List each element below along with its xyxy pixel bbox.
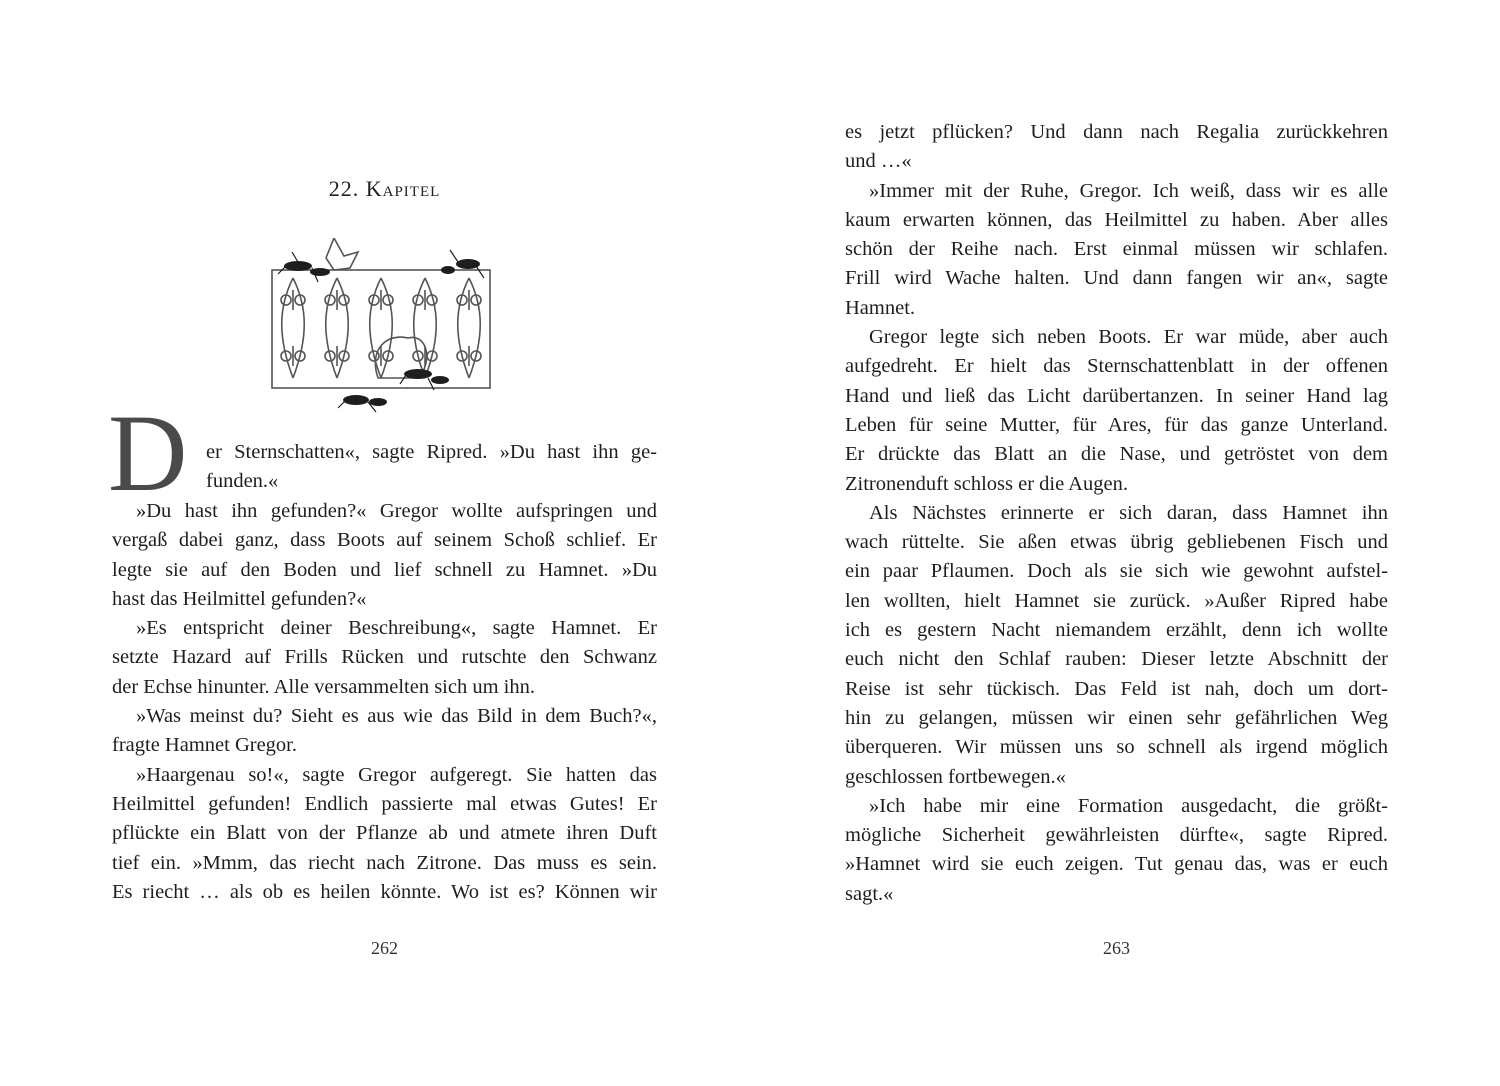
text-line: Es riecht … als ob es heilen könnte. Wo ist es? Können wir [112,880,657,903]
text-line: setzte Hazard auf Frills Rücken und rutschte den Schwanz [112,646,657,669]
text-line: sagt.« [845,882,894,905]
chapter-title: 22. Kapitel [328,176,441,201]
text-line: kaum erwarten können, das Heilmittel zu haben. Aber alles [845,208,1388,231]
text-line: aufgedreht. Er hielt das Sternschattenblatt in der offenen [845,355,1388,378]
text-line: legte sie auf den Boden und lief schnell zu Hamnet. »Du [112,558,657,581]
text-line: Reise ist sehr tückisch. Das Feld ist nah, doch um dort- [845,677,1388,700]
text-line: Frill wird Wache halten. Und dann fangen wir an«, sagte [845,267,1388,290]
text-line: Er drückte das Blatt an die Nase, und getröstet von dem [845,443,1388,466]
page-number: 263 [1103,938,1130,958]
text-line: ich es gestern Nacht niemandem erzählt, denn ich wollte [845,619,1388,642]
text-line: es jetzt pflücken? Und dann nach Regalia zurückkehren [845,121,1388,143]
text-line: der Echse hinunter. Alle versammelten sich um ihn. [112,675,535,698]
text-line: »Hamnet wird sie euch zeigen. Tut genau das, was er euch [845,853,1388,876]
text-line: »Du hast ihn gefunden?« Gregor wollte aufspringen und [136,500,657,522]
text-line: fragte Hamnet Gregor. [112,734,297,757]
text-line: mögliche Sicherheit gewährleisten dürfte«, sagte Ripred. [845,824,1388,847]
text-line: »Haargenau so!«, sagte Gregor aufgeregt. Sie hatten das [136,763,657,786]
text-line: Hamnet. [845,296,916,319]
opening-paragraph [206,438,657,497]
text-line: len wollten, hielt Hamnet sie zurück. »Außer Ripred habe [845,589,1388,612]
text-line: Heilmittel gefunden! Endlich passierte mal etwas Gutes! Er [112,792,657,815]
text-line: »Ich habe mir eine Formation ausgedacht, die größt- [869,794,1388,817]
text-line: überqueren. Wir müssen uns so schnell als irgend möglich [845,736,1388,759]
text-line: Als Nächstes erinnerte er sich daran, dass Hamnet ihn [869,501,1388,524]
text-line: funden.« [206,470,279,493]
ornamental-vignette-icon [268,238,500,413]
text-line: Zitronenduft schloss er die Augen. [845,472,1128,495]
left-page [108,0,657,1086]
text-line: wach rüttelte. Sie aßen etwas übrig gebliebenen Fisch und [845,531,1388,554]
text-line: Hand und ließ das Licht darübertanzen. In seiner Hand lag [845,384,1388,407]
text-line: Gregor legte sich neben Boots. Er war müde, aber auch [869,326,1388,349]
body-text [845,118,1388,909]
text-line: Leben für seine Mutter, für Ares, für das ganze Unterland. [845,413,1388,436]
text-line: »Immer mit der Ruhe, Gregor. Ich weiß, dass wir es alle [869,179,1388,202]
text-line: tief ein. »Mmm, das riecht nach Zitrone. Das muss es sein. [112,851,657,874]
text-line: geschlossen fortbewegen.« [845,765,1066,788]
text-line: »Es entspricht deiner Beschreibung«, sagte Hamnet. Er [136,617,657,640]
text-line: hin zu gelangen, müssen wir einen sehr gefährlichen Weg [845,706,1388,729]
text-line: ein paar Pflaumen. Doch als sie sich wie gewohnt aufstel- [845,560,1388,583]
text-line: er Sternschatten«, sagte Ripred. »Du hast ihn ge- [206,441,657,463]
text-line: und …« [845,150,912,173]
text-line: euch nicht den Schlaf rauben: Dieser letzte Abschnitt der [845,648,1388,671]
drop-cap: D [108,392,188,514]
body-text [112,497,657,907]
text-line: schön der Reihe nach. Erst einmal müssen wir schlafen. [845,238,1388,261]
text-line: hast das Heilmittel gefunden?« [112,587,367,610]
page-number: 262 [371,938,398,958]
text-line: vergaß dabei ganz, dass Boots auf seinem Schoß schlief. Er [112,529,657,552]
text-line: pflückte ein Blatt von der Pflanze ab und atmete ihren Duft [112,822,657,845]
right-page [845,0,1388,1086]
text-line: »Was meinst du? Sieht es aus wie das Bild in dem Buch?«, [136,705,657,728]
